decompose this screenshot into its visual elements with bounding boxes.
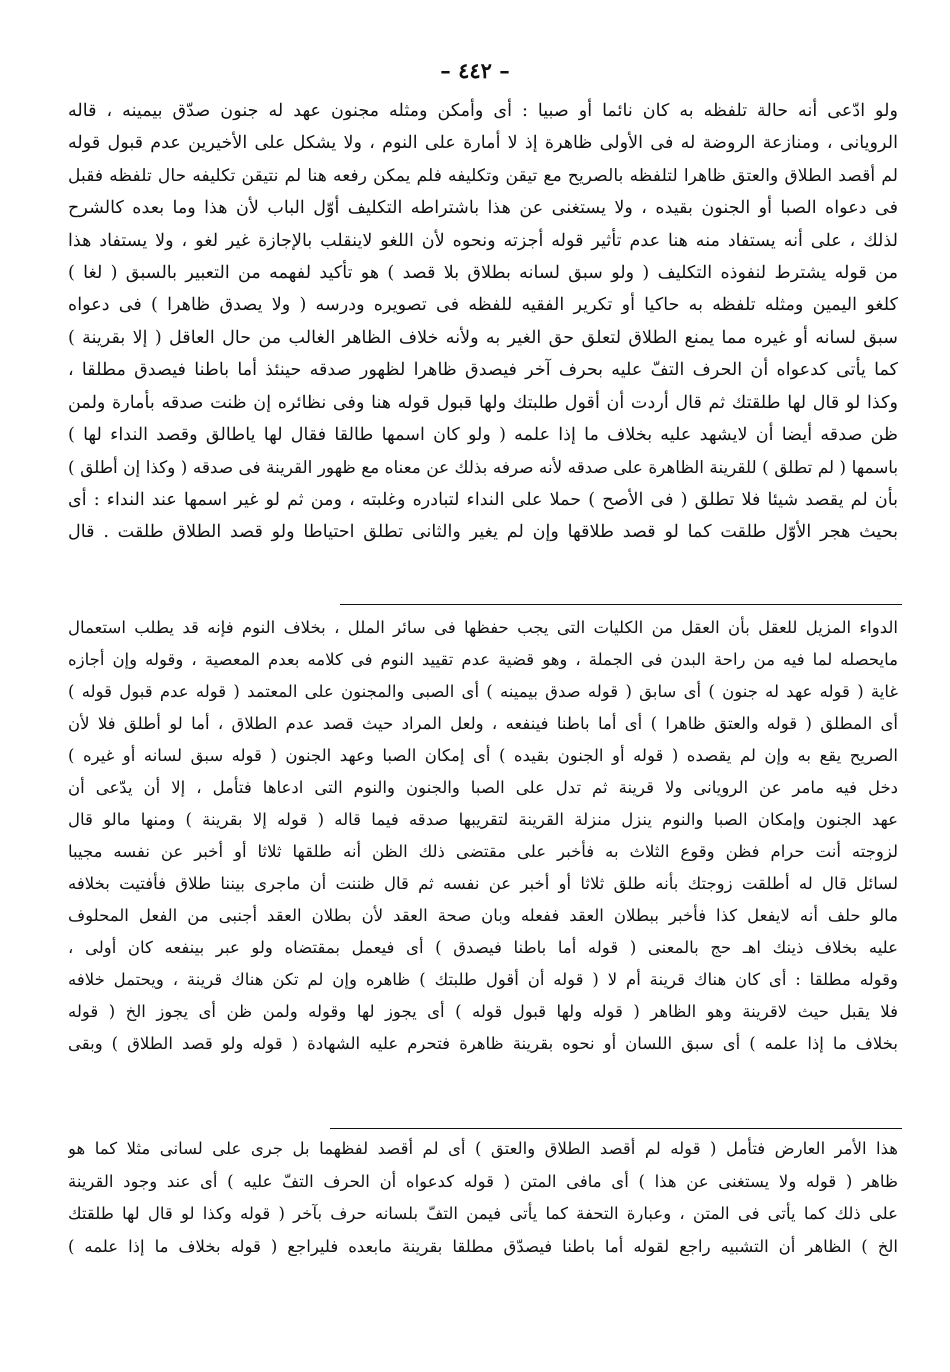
commentary-line: لزوجته أنت حرام فظن وقوع الثلاث به فأخبر على مقتضى ذلك الظن أنه طلقها ثلاثا أو أخبر عن نفسه مجيبا xyxy=(68,842,898,861)
commentary-line: الصريح يقع به وإن لم يقصده ( قوله أو الجنون بقيده ) أى إمكان الصبا وعهد الجنون ( قوله سبق لسانه أو غيره ) xyxy=(68,746,898,765)
commentary-line: لسائل قال له أطلقت زوجتك بأنه طلق ثلاثا أو أخبر عن نفسه ثم قال ظننت أن ماجرى بيننا طلاق فأفتيت بخلافه xyxy=(68,874,898,893)
main-text-line: كما يأتى كدعواه أن الحرف التفّ عليه بحرف آخر فيصدق ظاهرا لظهور صدقه حينئذ أما باطنا فيصدق مطلقا ، xyxy=(68,360,898,381)
commentary-line: فلا يقبل حيث لاقرينة وهو الظاهر ( قوله ولها قبول قوله ) أى يجوز لها وقوله ولمن ظن أى يجوز الخ ( قوله xyxy=(68,1002,898,1021)
main-text-line: لم أقصد الطلاق والعتق ظاهرا لتلفظه بالصريح مع تيقن وتكليفه فلم يمكن رفعه هنا لم نتيقن تكليفه حال تلفظه فقبل xyxy=(68,165,898,186)
main-text-line: ولو ادّعى أنه حالة تلفظه به كان نائما أو صبيا : أى وأمكن ومثله مجنون عهد له جنون صدّق بيمينه ، قاله xyxy=(68,101,898,121)
main-text-line: بأن لم يقصد شيئا فلا تطلق ( فى الأصح ) حملا على النداء لتبادره وغلبته ، ومن ثم لو غير اسمها عند النداء : أى xyxy=(68,489,898,510)
main-text-line: لذلك ، على أنه يستفاد منه هنا عدم تأثير قوله أجزته ونحوه لأن اللغو لاينقلب بالإجازة غير لغو ، ولا يستفاد هذا xyxy=(68,230,898,251)
commentary-block xyxy=(68,612,898,1060)
main-text-line: بحيث هجر الأوّل طلقت كما لو قصد طلاقها وإن لم يغير والثانى تطلق احتياطا ولو قصد الطلاق طلقت . قال xyxy=(68,522,898,543)
footnote-block xyxy=(68,1133,898,1263)
commentary-line: غاية ( قوله عهد له جنون ) أى سابق ( قوله صدق بيمينه ) أى الصبى والمجنون على المعتمد ( قوله عدم قبول قوله ) xyxy=(68,682,898,701)
main-text-block xyxy=(68,95,898,548)
footnote-line: على ذلك كما يأتى فى المتن ، وعبارة التحفة كما يأتى فيمن التفّ بلسانه حرف بآخر ( قوله وكذا لو قال لها طلقتك xyxy=(68,1204,898,1223)
main-text-line: فى دعواه الصبا أو الجنون بقيده ، ولا يستغنى عن هذا باشتراطه التكليف أوّل الباب لأن هذا وما بعده كالشرح xyxy=(68,198,898,219)
main-text-line: باسمها ( لم تطلق ) للقرينة الظاهرة على صدقه لأنه صرفه بذلك عن معناه مع ظهور القرينة فى صدقه ( وكذا إن أطلق ) xyxy=(68,457,898,478)
commentary-line: عليه بخلاف ذينك اهـ حج بالمعنى ( قوله أما باطنا فيصدق ) أى فيعمل بمقتضاه ولو عبر بينفعه كان أولى ، xyxy=(68,938,898,957)
footnote-line: هذا الأمر العارض فتأمل ( قوله لم أقصد الطلاق والعتق ) أى لم أقصد لفظهما بل جرى على لسانى مثلا كما هو xyxy=(68,1139,898,1158)
commentary-line: بخلاف ما إذا علمه ) أى سبق اللسان أو نحوه بقرينة ظاهرة فتحرم عليه الشهادة ( قوله ولو قصد الطلاق ) وبقى xyxy=(68,1034,898,1053)
footnote-line: الخ ) الظاهر أن التشبيه راجع لقوله أما باطنا فيصدّق مطلقا بقرينة مابعده فليراجع ( قوله بخلاف ما إذا علمه ) xyxy=(68,1236,898,1256)
main-text-line: من قوله يشترط لنفوذه التكليف ( ولو سبق لسانه بطلاق بلا قصد ) هو تأكيد لفهمه من التعبير بالسبق ( لغا ) xyxy=(68,262,898,283)
main-text-line: ظن صدقه أيضا أن لايشهد عليه بخلاف ما إذا علمه ( ولو كان اسمها طالقا فقال لها ياطالق وقصد النداء لها ) xyxy=(68,424,898,445)
main-text-line: سبق لسانه أو غيره مما يمنع الطلاق لتعلق حق الغير به ولأنه خلاف الظاهر الغالب من حال العاقل ( إلا بقرينة ) xyxy=(68,327,898,348)
commentary-line: مايحصله لما فيه من راحة البدن فى الجملة ، وهو قضية عدم تقييد النوم فى كلامه بعدم المعصية ، وقوله وإن أجازه xyxy=(68,650,898,669)
section-divider xyxy=(340,604,902,605)
commentary-line: الدواء المزيل للعقل بأن العقل من الكليات التى يجب حفظها فى سائر الملل ، بخلاف النوم فإنه قد يطلب استعمال xyxy=(68,618,898,637)
commentary-line: وقوله مطلقا : أى كان هناك قرينة أم لا ( قوله أن أقول طلبتك ) ظاهره وإن لم تكن هناك قرينة ، ويحتمل خلافه xyxy=(68,970,898,989)
main-text-line: الرويانى ، ومنازعة الروضة له فى الأولى ظاهرة إذ لا أمارة على النوم ، ولا يشكل على الأخيرين عدم قبول قوله xyxy=(68,133,898,154)
footnote-line: ظاهر ( قوله ولا يستغنى عن هذا ) أى مافى المتن ( قوله كدعواه أن الحرف التفّ عليه ) أى عند وجود القرينة xyxy=(68,1171,898,1191)
commentary-line: دخل فيه مامر عن الرويانى ولا قرينة ثم تدل على الصبا والجنون والنوم التى ادعاها فتأمل ، إلا أن يدّعى أن xyxy=(68,778,898,797)
main-text-line: وكذا لو قال لها طلقتك ثم قال أردت أن أقول طلبتك ولها قبول قوله هنا وفى نظائره إن ظنت صدقه بأمارة ولمن xyxy=(68,392,898,413)
section-divider xyxy=(330,1128,902,1129)
main-text-line: كلغو اليمين ومثله تلفظه به حاكيا أو تكرير الفقيه للفظه فى تصويره ودرسه ( ولا يصدق ظاهرا ) فى دعواه xyxy=(68,295,898,316)
commentary-line: عهد الجنون وإمكان الصبا والنوم ينزل منزلة القرينة لتقريبها صدقه فيما قاله ( قوله إلا بقرينة ) ومنها مالو قال xyxy=(68,810,898,829)
commentary-line: مالو حلف أنه لايفعل كذا فأخبر ببطلان العقد ففعله وبان صحة العقد لأن بطلان العقد أجنبى من الفعل المحلوف xyxy=(68,906,898,925)
commentary-line: أى المطلق ( قوله والعتق ظاهرا ) أى أما باطنا فينفعه ، ولعل المراد حيث قصد عدم الطلاق ، أما لو أطلق فلا لأن xyxy=(68,714,898,733)
page-number: – ٤٤٢ – xyxy=(440,58,510,83)
